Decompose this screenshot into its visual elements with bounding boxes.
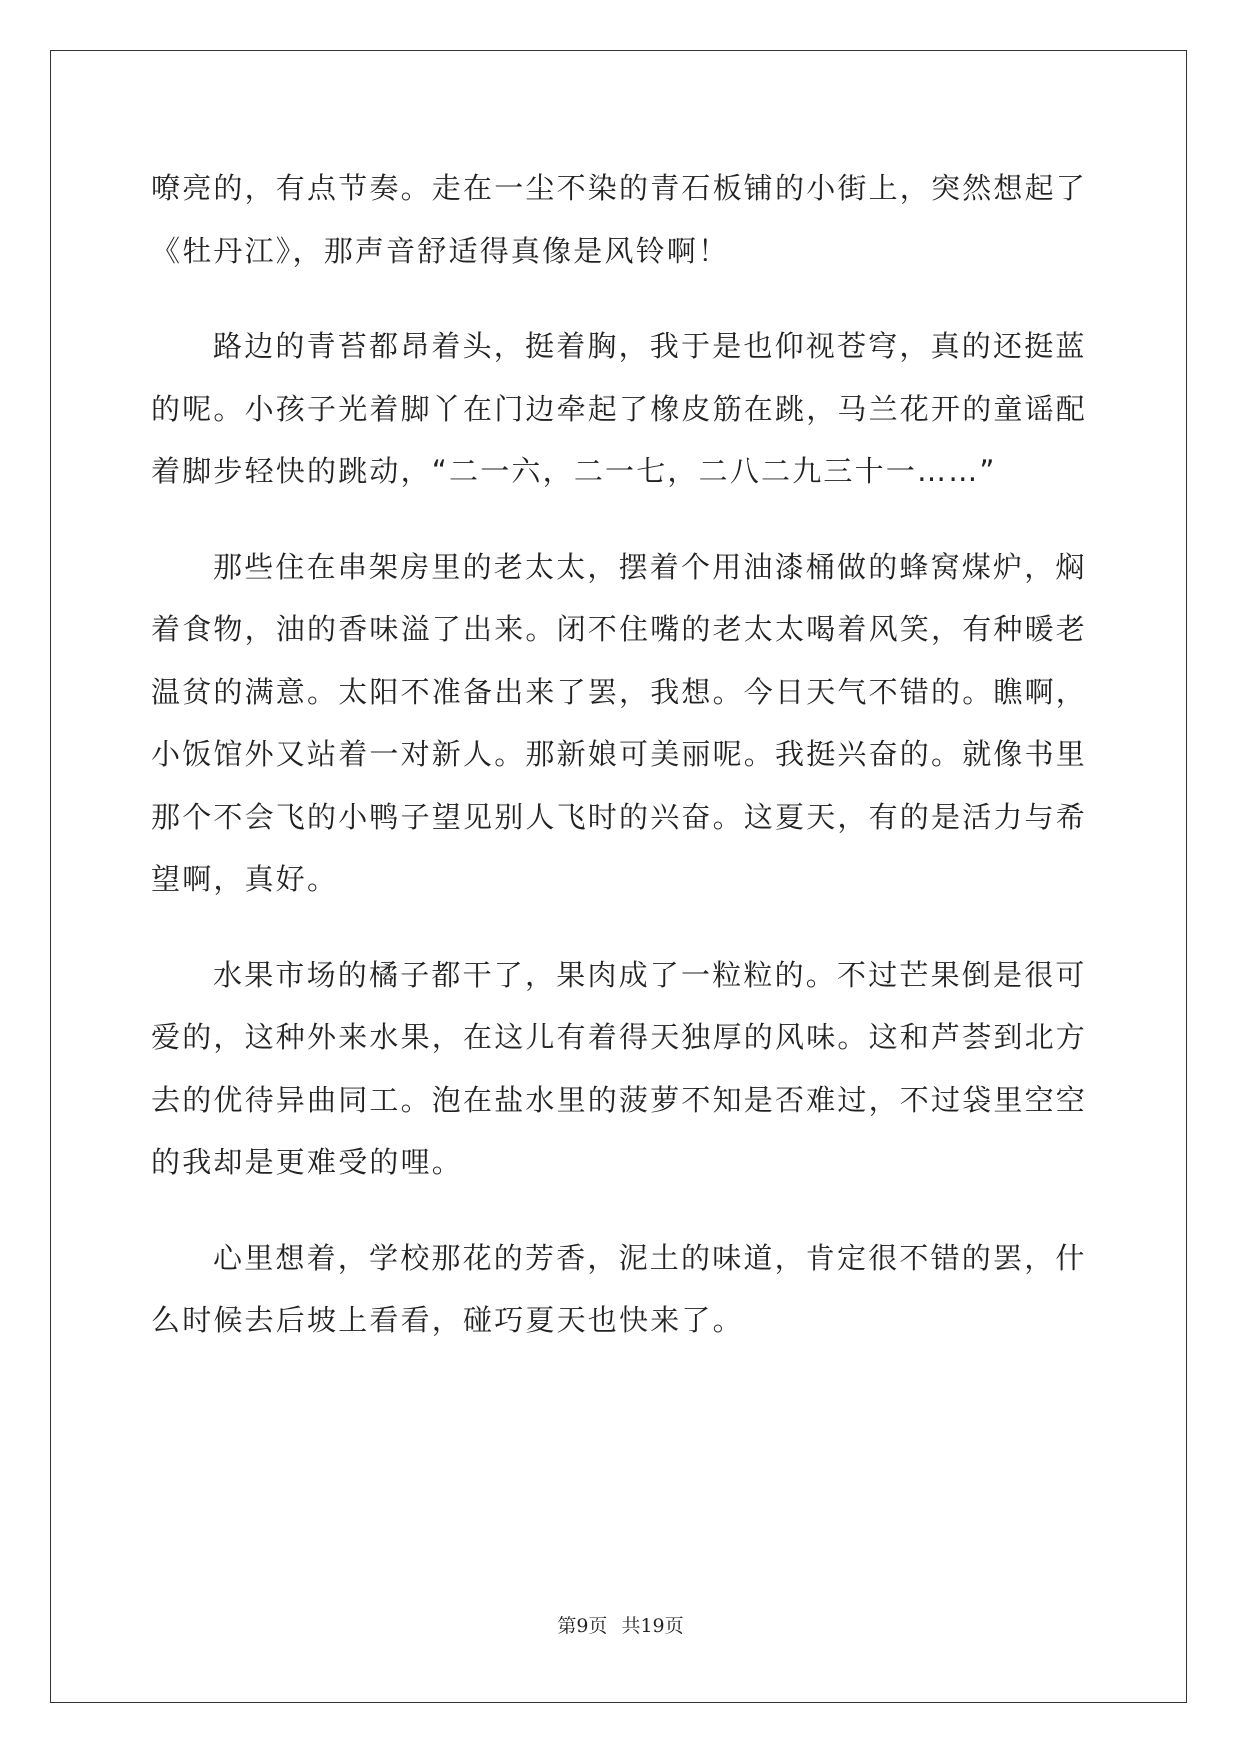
- text-line: 爱的，这种外来水果，在这儿有着得天独厚的风味。这和芦荟到北方: [151, 1020, 1088, 1054]
- paragraph: [151, 944, 1091, 1194]
- text-line: 那些住在串架房里的老太太，摆着个用油漆桶做的蜂窝煤炉，焖: [213, 549, 1087, 584]
- page-footer: [0, 1611, 1241, 1638]
- text-line: 去的优待异曲同工。泡在盐水里的菠萝不知是否难过，不过袋里空空: [151, 1082, 1088, 1117]
- text-line: 水果市场的橘子都干了，果肉成了一粒粒的。不过芒果倒是很可: [213, 957, 1087, 992]
- text-line: 嘹亮的，有点节奏。走在一尘不染的青石板铺的小街上，突然想起了: [151, 171, 1088, 205]
- text-line: 着食物，油的香味溢了出来。闭不住嘴的老太太喝着风笑，有种暖老: [151, 612, 1088, 646]
- text-line: 的我却是更难受的哩。: [151, 1145, 464, 1179]
- paragraph: [151, 315, 1091, 503]
- paragraph: [151, 536, 1091, 911]
- page-number: 第9页: [557, 1615, 608, 1637]
- text-line: 着脚步轻快的跳动，“二一六，二一七，二八二九三十一……”: [151, 454, 997, 488]
- total-pages: 共19页: [621, 1615, 684, 1637]
- text-line: 那个不会飞的小鸭子望见别人飞时的兴奋。这夏天，有的是活力与希: [151, 799, 1088, 834]
- paragraph: [151, 157, 1091, 282]
- text-line: 路边的青苔都昂着头，挺着胸，我于是也仰视苍穹，真的还挺蓝: [213, 329, 1087, 363]
- document-body: [151, 157, 1091, 1352]
- text-line: 望啊，真好。: [151, 862, 339, 896]
- text-line: 么时候去后坡上看看，碰巧夏天也快来了。: [151, 1303, 744, 1337]
- paragraph: [151, 1227, 1091, 1352]
- text-line: 小饭馆外又站着一对新人。那新娘可美丽呢。我挺兴奋的。就像书里: [151, 737, 1088, 771]
- text-line: 心里想着，学校那花的芳香，泥土的味道，肯定很不错的罢，什: [213, 1240, 1087, 1275]
- text-line: 温贫的满意。太阳不准备出来了罢，我想。今日天气不错的。瞧啊，: [151, 674, 1088, 709]
- text-line: 的呢。小孩子光着脚丫在门边牵起了橡皮筋在跳，马兰花开的童谣配: [151, 391, 1088, 426]
- text-line: 《牡丹江》，那声音舒适得真像是风铃啊！: [151, 233, 730, 268]
